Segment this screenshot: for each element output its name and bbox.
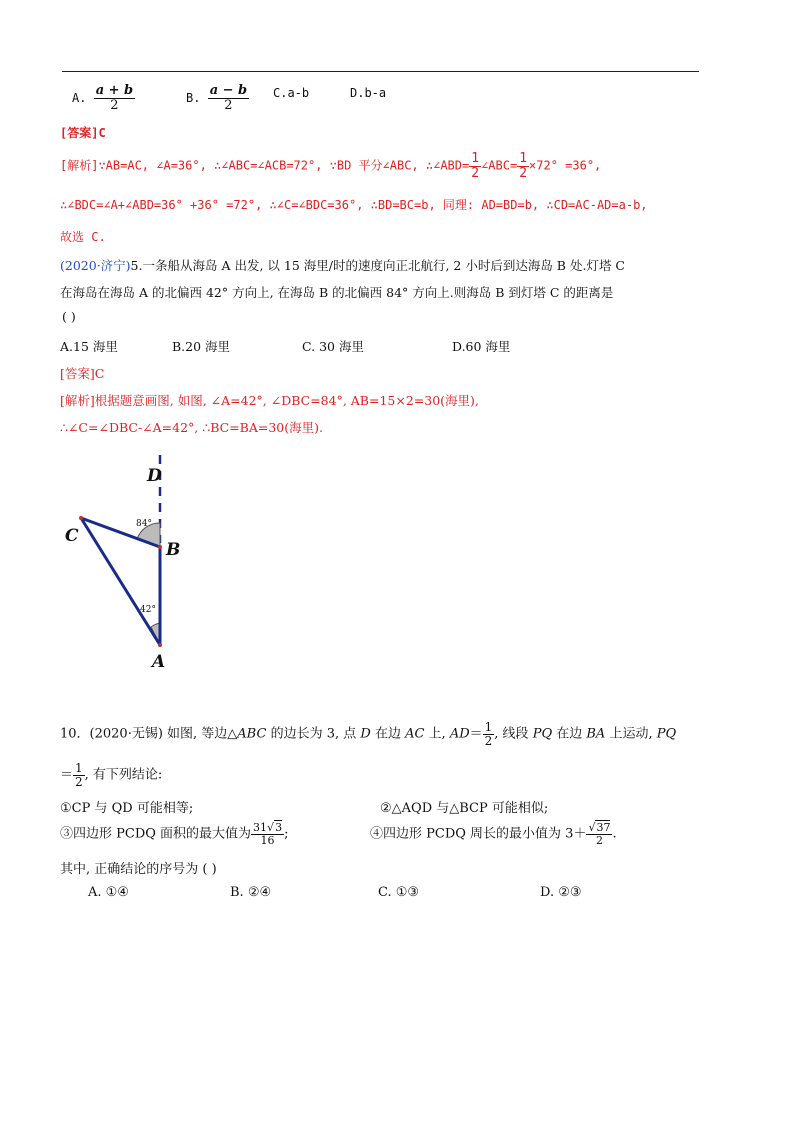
q5-stem-line3: ( ) (62, 309, 76, 324)
label-c: C (65, 526, 79, 546)
q10-option-a: A. ①④ (88, 885, 129, 900)
q10-option-d: D. ②③ (540, 885, 582, 900)
q5-stem-line1: (2020·济宁)5.一条船从海岛 A 出发, 以 15 海里/时的速度向正北航行, 2 小时后到达海岛 B 处.灯塔 C (60, 258, 625, 273)
q5-analysis-line2: ∴∠C=∠DBC-∠A=42°, ∴BC=BA=30(海里). (60, 420, 323, 435)
q10-conclusion-4: ④四边形 PCDQ 周长的最小值为 3＋ $\frac{√37}{2}$ . (370, 821, 617, 847)
q5-option-b: B.20 海里 (172, 339, 231, 354)
q10-ask: 其中, 正确结论的序号为 ( ) (60, 862, 217, 877)
q10-option-c: C. ①③ (378, 885, 420, 900)
q10-conclusion-1: ①CP 与 QD 可能相等; (60, 801, 194, 816)
analysis-prev-line3: 故选 C. (60, 230, 106, 244)
q10-option-b: B. ②④ (230, 885, 272, 900)
angle-label-42: 42° (140, 605, 156, 615)
top-rule (62, 71, 699, 72)
q10-conclusion-2: ②△AQD 与△BCP 可能相似; (380, 801, 549, 816)
angle-label-84: 84° (136, 519, 152, 529)
q5-source: (2020·济宁) (60, 258, 131, 273)
point-c (79, 516, 83, 520)
q5-option-d: D.60 海里 (452, 339, 511, 354)
label-d: D (147, 466, 162, 486)
q5-answer: [答案]C (60, 366, 105, 381)
q5-stem-line2: 在海岛在海岛 A 的北偏西 42° 方向上, 在海岛 B 的北偏西 84° 方向上.则海岛 B 到灯塔 C 的距离是 (60, 285, 614, 300)
q5-option-a: A.15 海里 (60, 339, 118, 354)
q5-analysis-line1: [解析]根据题意画图, 如图, ∠A=42°, ∠DBC=84°, AB=15×2=30(海里), (60, 393, 479, 408)
opt-a-denominator: 2 (110, 97, 119, 113)
option-b: B. $\frac{a - b}{2}$ (186, 83, 248, 113)
label-a: A (152, 652, 166, 672)
point-a (158, 643, 162, 647)
point-b (158, 545, 162, 549)
opt-b-denominator: 2 (224, 97, 233, 113)
q10-conclusion-3: ③四边形 PCDQ 面积的最大值为 $\frac{31√3}{16}$ ; (60, 821, 289, 847)
analysis-prev-line1: [解析]∵AB=AC, ∠A=36°, ∴∠ABC=∠ACB=72°, ∵BD 平分∠ABC, ∴∠ABD= $\frac{1}{2}$ ∠ABC= $\frac{1}{2}$ ×72° =36°, (60, 151, 602, 181)
opt-a-numerator: a + b (95, 83, 134, 98)
option-a: A. $\frac{a + b}{2}$ (72, 83, 134, 113)
answer-prev: [答案]C (60, 126, 106, 140)
q10-line2: ＝ $\frac{1}{2}$ , 有下列结论: (60, 761, 163, 789)
analysis-prev-line2: ∴∠BDC=∠A+∠ABD=36° +36° =72°, ∴∠C=∠BDC=36°, ∴BD=BC=b, 同理: AD=BD=b, ∴CD=AC-AD=a-b, (60, 198, 648, 212)
q5-option-c: C. 30 海里 (302, 339, 364, 354)
opt-b-numerator: a − b (209, 83, 248, 98)
option-d: D.b-a (350, 86, 387, 100)
triangle-figure (55, 455, 205, 675)
label-b: B (166, 540, 181, 560)
q10-line1: 10．(2020·无锡) 如图, 等边△ABC 的边长为 3, 点 D 在边 AC 上, AD＝ $\frac{1}{2}$ , 线段 PQ 在边 BA 上运动, PQ (60, 720, 677, 748)
option-c: C.a-b (273, 86, 310, 100)
